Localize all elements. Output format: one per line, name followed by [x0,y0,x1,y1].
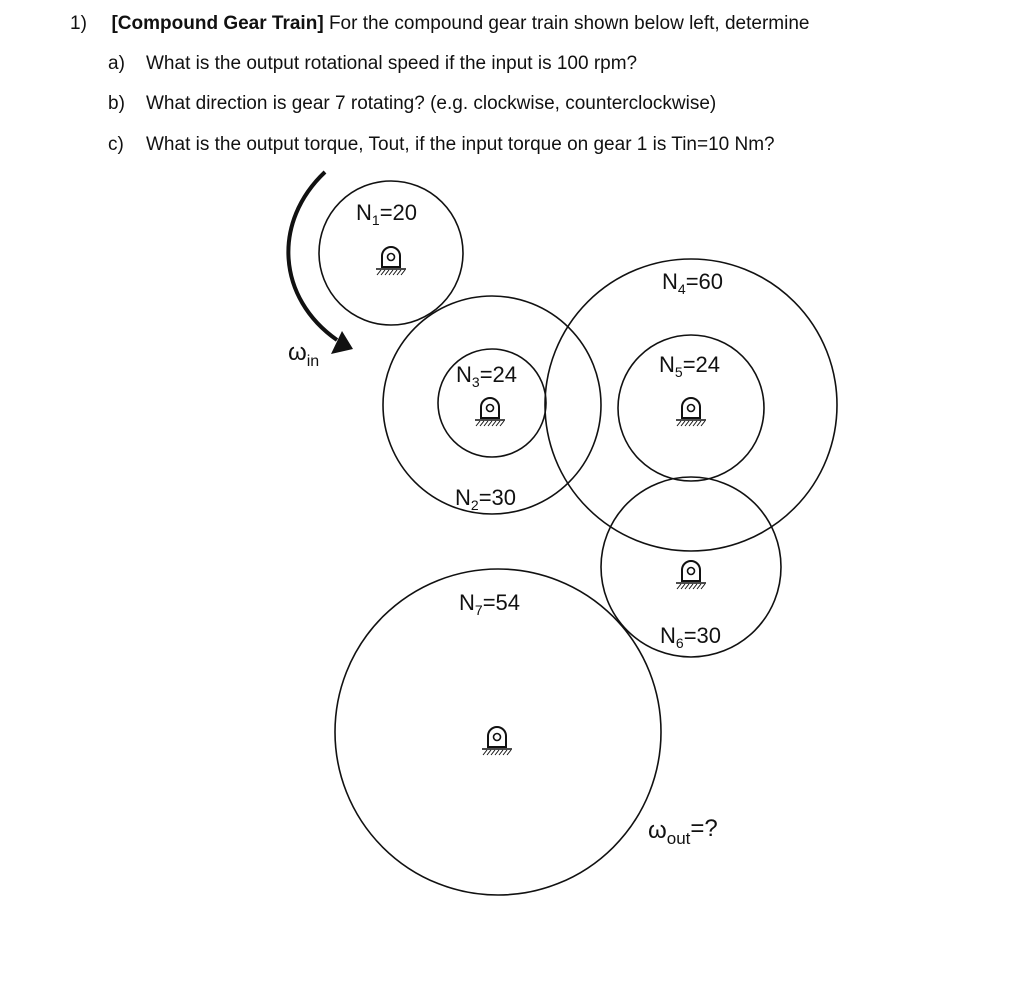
arrowhead-icon [331,331,353,354]
gear-3-label: $N_3=24$ [456,362,518,390]
gear-2-label: $N_2=30$ [455,485,517,513]
pivot-gear-7-icon [482,727,512,755]
gear-7-circle [335,569,661,895]
question-letter: c) [108,134,124,155]
input-rotation-arrow [288,172,337,340]
question-text: What direction is gear 7 rotating? (e.g. clockwise, counterclockwise) [146,93,717,114]
gear-1-label: $N_1=20$ [356,200,418,228]
gear-6-label: $N_6=30$ [660,623,722,651]
gear-7-label: $N_7=54$ [459,590,521,618]
pivot-gear-6-icon [676,561,706,589]
question-text: What is the output torque, Tout, if the input torque on gear 1 is Tin=10 Nm? [146,134,775,155]
pivot-gear-5-icon [676,398,706,426]
gear-4-label: $N_4=60$ [662,269,724,297]
gear-5-label: $N_5=24$ [659,352,721,380]
question-text: What is the output rotational speed if the input is 100 rpm? [146,53,638,74]
question-letter: a) [108,53,125,74]
problem-title: [Compound Gear Train] [111,13,324,34]
question-letter: b) [108,93,125,114]
pivot-gear-1-icon [376,247,406,275]
problem-intro: For the compound gear train shown below left, determine [328,13,810,34]
omega-in-label: $\omega_{in}$ [288,339,320,370]
problem-number: 1) [70,13,87,34]
omega-out-label: $\omega_{out}=$? [648,815,718,848]
pivot-gear-3-icon [475,398,505,426]
